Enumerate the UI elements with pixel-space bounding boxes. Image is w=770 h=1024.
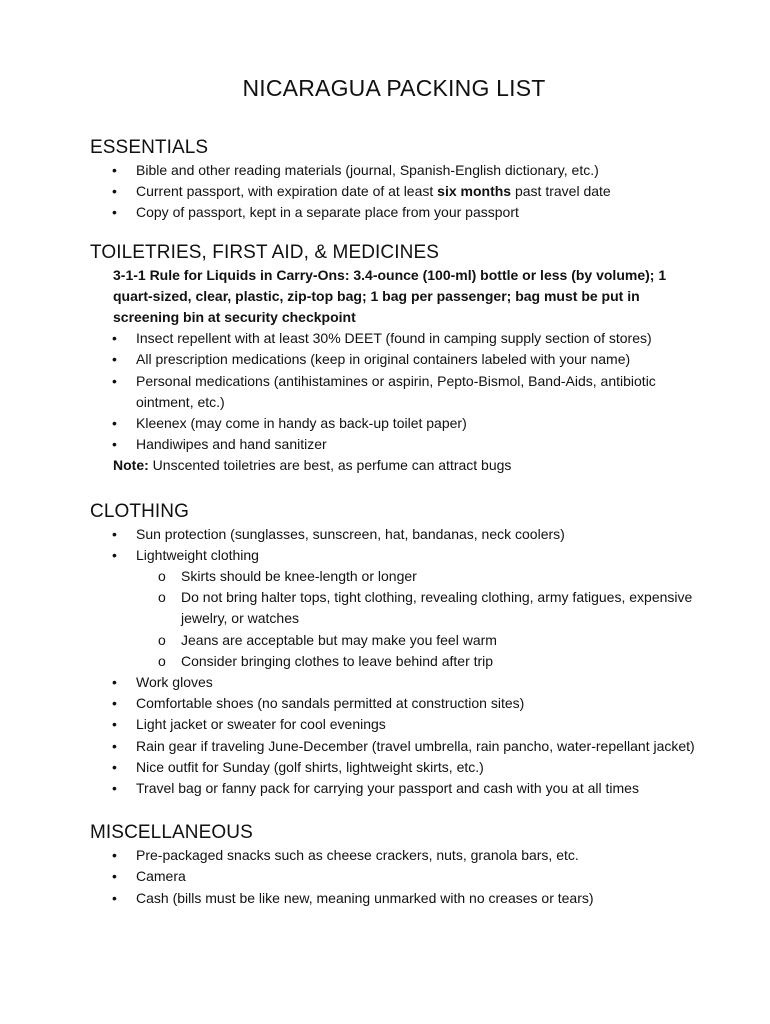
sub-list-item-text: Consider bringing clothes to leave behind after trip [181, 652, 494, 669]
list-item [90, 328, 698, 349]
bullet-icon: • [112, 204, 117, 221]
bullet-icon: • [112, 716, 117, 733]
bullet-icon: • [112, 351, 117, 368]
bullet-icon: • [112, 758, 117, 775]
sub-list-item [90, 587, 698, 629]
list-item-text: Camera [136, 868, 186, 885]
page-title: NICARAGUA PACKING LIST [242, 75, 546, 101]
document-page [90, 70, 698, 909]
miscellaneous-list [90, 845, 698, 909]
list-item [90, 202, 698, 223]
essentials-list [90, 160, 698, 224]
list-item [90, 524, 698, 545]
bullet-icon: • [112, 415, 117, 432]
list-item [90, 845, 698, 866]
bullet-icon: • [112, 372, 117, 389]
list-item [90, 736, 698, 757]
sub-list-item [90, 630, 698, 651]
list-item [90, 434, 698, 455]
hollow-bullet-icon: o [158, 589, 166, 606]
list-item [90, 757, 698, 778]
list-item [90, 672, 698, 693]
bullet-icon: • [112, 525, 117, 542]
list-item-text: Kleenex (may come in handy as back-up toilet paper) [136, 415, 467, 432]
essentials-section [90, 136, 698, 224]
liquids-rule-text: 3-1-1 Rule for Liquids in Carry-Ons: 3.4-ounce (100-ml) bottle or less (by volume); 1 quart-sized, clear, plastic, zip-top bag; 1 bag per passenger; bag must be put in screening bin at security checkpoint [113, 266, 667, 326]
list-item [90, 545, 698, 566]
list-item-text [136, 183, 611, 199]
list-item-text: Sun protection (sunglasses, sunscreen, hat, bandanas, neck coolers) [136, 525, 565, 542]
list-item [90, 888, 698, 909]
list-item [90, 778, 698, 799]
list-item-text-part: Current passport, with expiration date of at least [136, 183, 438, 200]
list-item-text: Work gloves [136, 674, 213, 691]
list-item-text: Cash (bills must be like new, meaning unmarked with no creases or tears) [136, 889, 594, 906]
list-item [90, 714, 698, 735]
list-item-text: Personal medications (antihistamines or aspirin, Pepto-Bismol, Band-Aids, antibiotic ointment, etc.) [136, 372, 656, 410]
miscellaneous-section [90, 821, 698, 909]
list-item-text: Pre-packaged snacks such as cheese crackers, nuts, granola bars, etc. [136, 847, 579, 864]
list-item [90, 349, 698, 370]
list-item-text: Handiwipes and hand sanitizer [136, 436, 327, 453]
bullet-icon: • [112, 436, 117, 453]
clothing-heading: CLOTHING [90, 500, 189, 522]
list-item [90, 371, 698, 413]
sub-list-item [90, 651, 698, 672]
bullet-icon: • [112, 162, 117, 178]
list-item-text: Copy of passport, kept in a separate place from your passport [136, 204, 519, 221]
list-item-text: Light jacket or sweater for cool evenings [136, 716, 386, 733]
bullet-icon: • [112, 546, 117, 563]
list-item-text: Insect repellent with at least 30% DEET (found in camping supply section of stores) [136, 330, 652, 347]
list-item [90, 693, 698, 714]
list-item-text: All prescription medications (keep in original containers labeled with your name) [136, 351, 631, 368]
list-item-text: Bible and other reading materials (journal, Spanish-English dictionary, etc.) [136, 162, 599, 178]
bullet-icon: • [112, 695, 117, 712]
bullet-icon: • [112, 183, 117, 200]
list-item [90, 413, 698, 434]
bullet-icon: • [112, 889, 117, 906]
bullet-icon: • [112, 674, 117, 691]
bullet-icon: • [112, 780, 117, 797]
hollow-bullet-icon: o [158, 652, 166, 669]
sub-list-item-text: Do not bring halter tops, tight clothing, revealing clothing, army fatigues, expensive jewelry, or watches [181, 589, 693, 627]
sub-list-item [90, 566, 698, 587]
sub-list-item-text: Skirts should be knee-length or longer [181, 568, 417, 585]
clothing-list [90, 524, 698, 566]
clothing-list-continued [90, 672, 698, 799]
list-item-text: Comfortable shoes (no sandals permitted at construction sites) [136, 695, 525, 712]
sub-list-item-text: Jeans are acceptable but may make you feel warm [181, 631, 497, 648]
list-item-text: Rain gear if traveling June-December (travel umbrella, rain pancho, water-repellant jacket) [136, 737, 695, 754]
list-item-text: Nice outfit for Sunday (golf shirts, lightweight skirts, etc.) [136, 758, 484, 775]
toiletries-section [90, 241, 698, 477]
list-item [90, 160, 698, 181]
emphasis-text: six months [437, 183, 512, 200]
bullet-icon: • [112, 330, 117, 347]
lightweight-clothing-sublist [90, 566, 698, 672]
list-item-text: Travel bag or fanny pack for carrying your passport and cash with you at all times [136, 780, 639, 797]
list-item [90, 866, 698, 887]
miscellaneous-heading: MISCELLANEOUS [90, 822, 253, 844]
bullet-icon: • [112, 847, 117, 864]
clothing-section [90, 500, 698, 800]
hollow-bullet-icon: o [158, 631, 166, 648]
hollow-bullet-icon: o [158, 568, 166, 585]
toiletries-note [90, 455, 698, 476]
bullet-icon: • [112, 737, 117, 754]
toiletries-list [90, 328, 698, 455]
list-item-text-part: past travel date [511, 183, 611, 200]
list-item-text: Lightweight clothing [136, 546, 259, 563]
note-text: Unscented toiletries are best, as perfume can attract bugs [148, 457, 512, 474]
essentials-heading: ESSENTIALS [90, 137, 209, 158]
toiletries-heading: TOILETRIES, FIRST AID, & MEDICINES [90, 241, 439, 263]
list-item [90, 181, 698, 202]
bullet-icon: • [112, 868, 117, 885]
note-label: Note: [113, 457, 149, 474]
